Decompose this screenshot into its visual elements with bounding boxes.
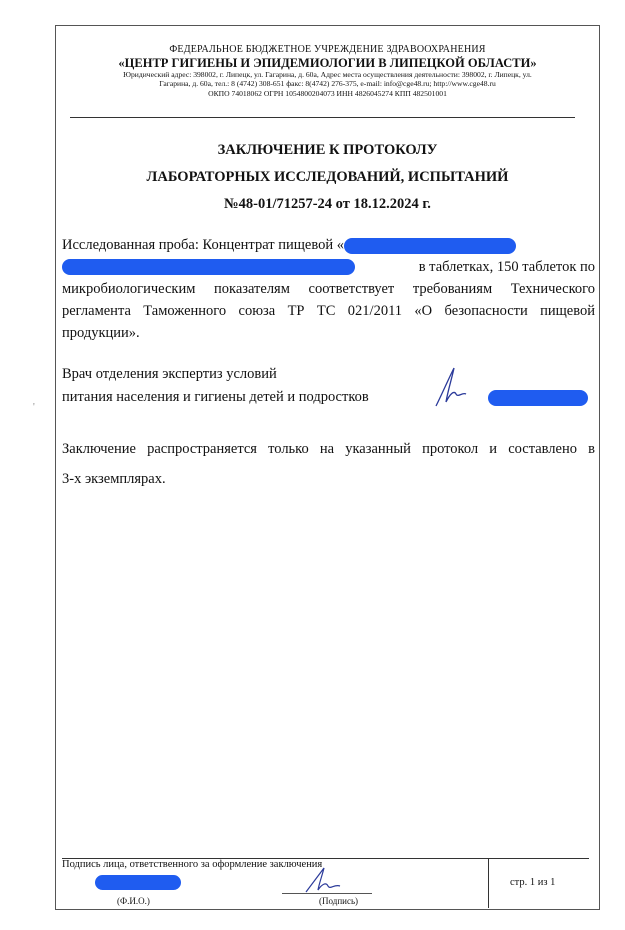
responsible-signature <box>300 866 344 896</box>
redacted-product-name-cont <box>62 259 355 275</box>
doctor-position-line2: питания населения и гигиены детей и подростков <box>62 389 369 405</box>
title-line3: №48-01/71257-24 от 18.12.2024 г. <box>224 196 431 212</box>
redacted-responsible-name <box>95 875 181 890</box>
doctor-signature <box>432 364 472 410</box>
conclusion-line2: 3-х экземплярах. <box>62 471 166 487</box>
sample-line2 <box>62 256 595 278</box>
sample-lead: Исследованная проба: Концентрат пищевой « <box>62 237 344 253</box>
redacted-product-name <box>344 238 516 254</box>
sample-after-redaction: в таблетках, 150 таблеток по <box>418 259 595 275</box>
signature-line <box>282 893 372 894</box>
sample-line1 <box>62 234 595 256</box>
organization-header <box>55 44 600 98</box>
conclusion-line1: Заключение распространяется только на указанный протокол и составлено в <box>62 441 595 457</box>
org-name: «ЦЕНТР ГИГИЕНЫ И ЭПИДЕМИОЛОГИИ В ЛИПЕЦКОЙ ОБЛАСТИ» <box>118 55 537 70</box>
org-type: ФЕДЕРАЛЬНОЕ БЮДЖЕТНОЕ УЧРЕЖДЕНИЕ ЗДРАВООХРАНЕНИЯ <box>169 44 486 55</box>
org-address-line2: Гагарина, д. 60а, тел.: 8 (4742) 308-651 факс: 8(4742) 276-375, e-mail: info@cge48.ru; http://www.cge48.ru <box>159 79 496 89</box>
conclusion-paragraph <box>62 434 595 494</box>
fio-caption: (Ф.И.О.) <box>117 896 150 906</box>
sample-paragraph <box>62 234 595 344</box>
margin-mark: ' <box>33 402 35 413</box>
title-line2: ЛАБОРАТОРНЫХ ИССЛЕДОВАНИЙ, ИСПЫТАНИЙ <box>146 169 509 185</box>
signature-caption: (Подпись) <box>319 896 359 906</box>
responsible-signature-label: Подпись лица, ответственного за оформление заключения <box>62 859 323 870</box>
sample-line4: регламента Таможенного союза ТР ТС 021/2011 «О безопасности пищевой <box>62 303 595 319</box>
sample-line3: микробиологическим показателям соответствует требованиям Технического <box>62 281 595 297</box>
header-divider <box>70 117 575 118</box>
page-number: стр. 1 из 1 <box>510 877 556 888</box>
title-line1: ЗАКЛЮЧЕНИЕ К ПРОТОКОЛУ <box>217 142 438 158</box>
document-title <box>55 137 600 218</box>
org-codes: ОКПО 74018062 ОГРН 1054800204073 ИНН 4826045274 КПП 482501001 <box>208 88 447 98</box>
doctor-position-line1: Врач отделения экспертиз условий <box>62 366 277 382</box>
org-address-line1: Юридический адрес: 398002, г. Липецк, ул. Гагарина, д. 60а, Адрес места осуществления деятельности: 398002, г. Липецк, ул. <box>123 69 532 79</box>
footer-column-divider <box>488 858 489 908</box>
redacted-doctor-name <box>488 390 588 406</box>
sample-line5: продукции». <box>62 325 140 341</box>
